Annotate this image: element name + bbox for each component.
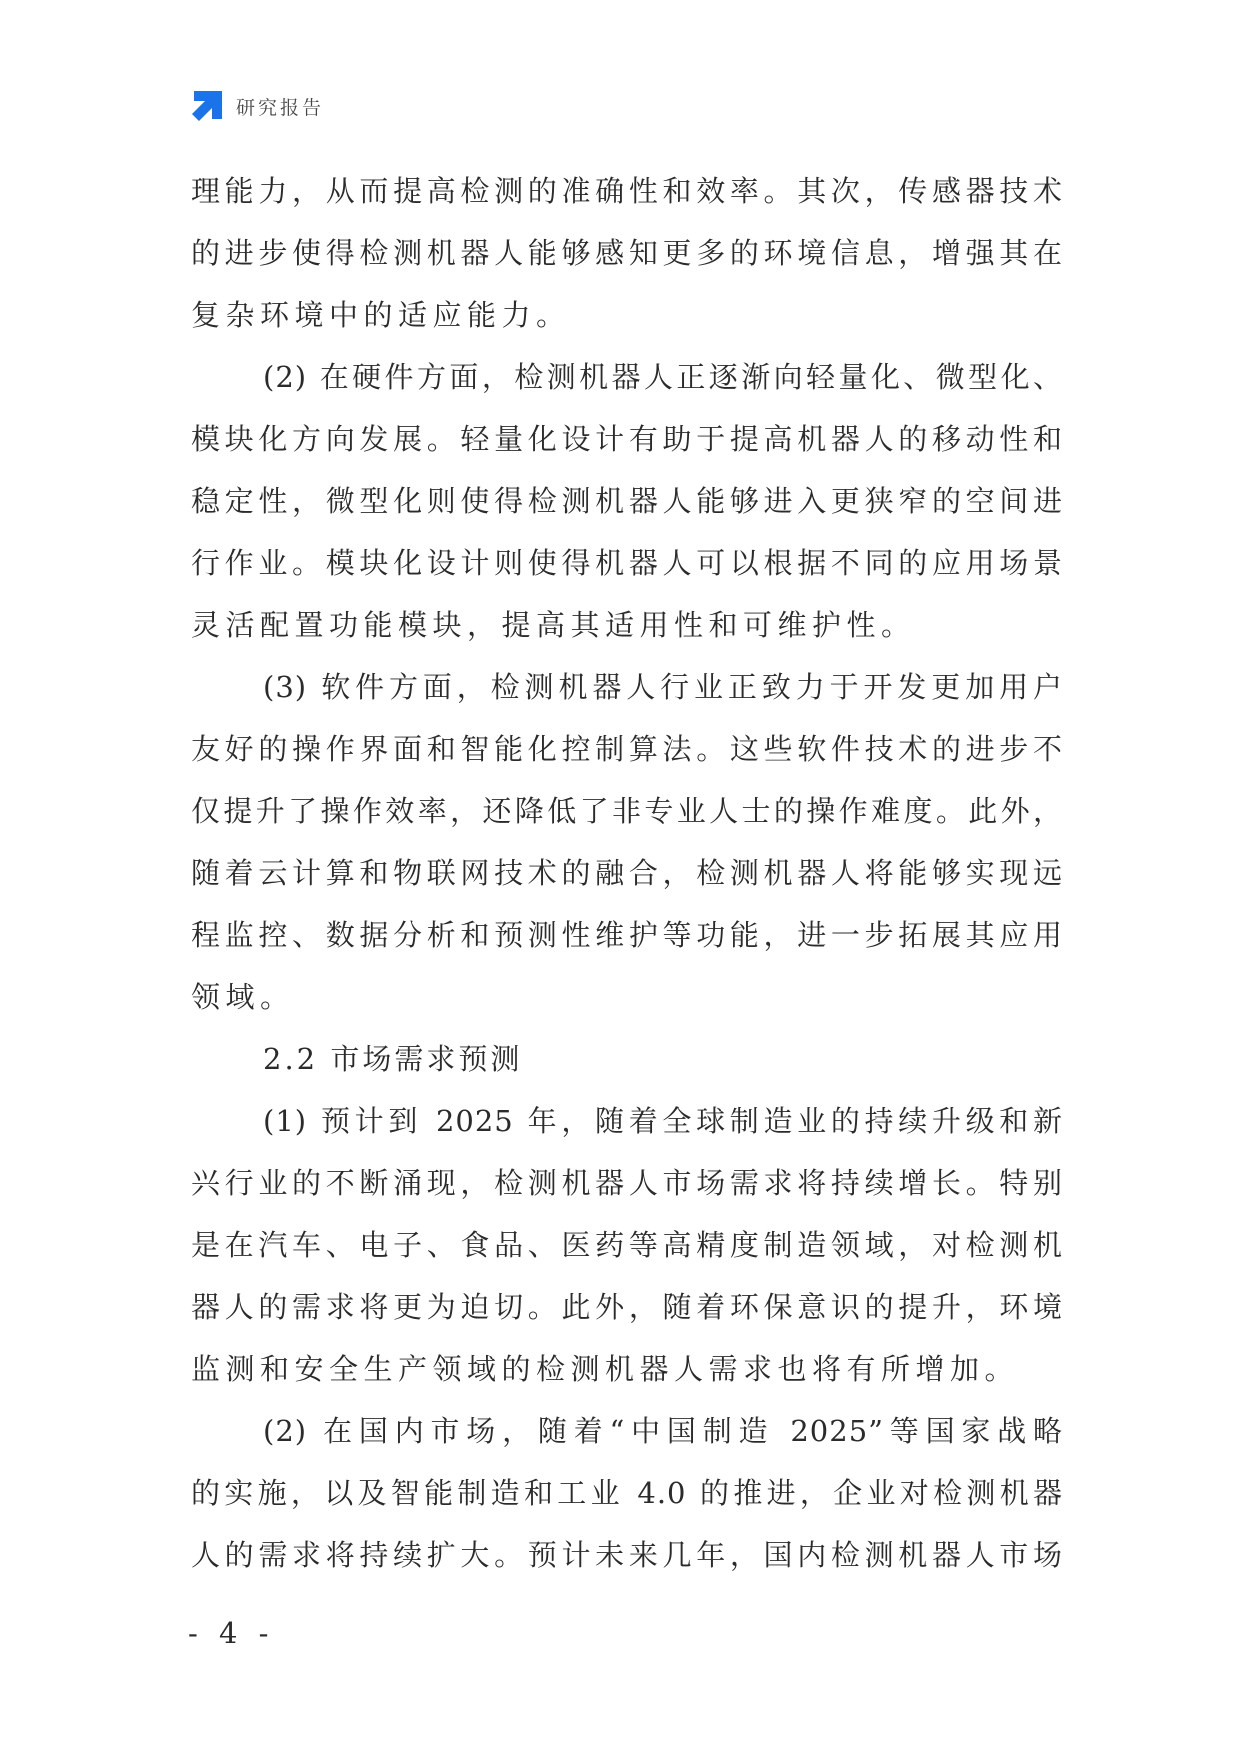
text-line: 理能力，从而提高检测的准确性和效率。其次，传感器技术 (191, 174, 1063, 208)
text-line: 稳定性，微型化则使得检测机器人能够进入更狭窄的空间进 (191, 484, 1063, 518)
text-line: (1) 预计到 2025 年，随着全球制造业的持续升级和新 (263, 1104, 1063, 1138)
document-body (191, 160, 1063, 1586)
text-line: 领域。 (191, 980, 295, 1014)
text-line: 行作业。模块化设计则使得机器人可以根据不同的应用场景 (191, 546, 1063, 580)
text-line: (3) 软件方面，检测机器人行业正致力于开发更加用户 (263, 670, 1063, 704)
text-line: 程监控、数据分析和预测性维护等功能，进一步拓展其应用 (191, 918, 1063, 952)
text-line: 灵活配置功能模块，提高其适用性和可维护性。 (191, 608, 916, 642)
text-line: 的实施，以及智能制造和工业 4.0 的推进，企业对检测机器 (191, 1476, 1063, 1510)
text-line: 友好的操作界面和智能化控制算法。这些软件技术的进步不 (191, 732, 1063, 766)
text-line: 模块化方向发展。轻量化设计有助于提高机器人的移动性和 (191, 422, 1063, 456)
text-line: (2) 在国内市场，随着“中国制造 2025”等国家战略 (263, 1414, 1063, 1448)
arrow-up-right-icon (190, 89, 224, 123)
page-header (190, 88, 324, 124)
text-line: 人的需求将持续扩大。预计未来几年，国内检测机器人市场 (191, 1538, 1063, 1572)
text-line: 随着云计算和物联网技术的融合，检测机器人将能够实现远 (191, 856, 1063, 890)
text-line: 器人的需求将更为迫切。此外，随着环保意识的提升，环境 (191, 1290, 1063, 1324)
text-line: 复杂环境中的适应能力。 (191, 298, 571, 332)
text-line: (2) 在硬件方面，检测机器人正逐渐向轻量化、微型化、 (263, 360, 1063, 394)
text-line: 是在汽车、电子、食品、医药等高精度制造领域，对检测机 (191, 1228, 1063, 1262)
text-line: 仅提升了操作效率，还降低了非专业人士的操作难度。此外， (191, 794, 1063, 828)
header-title: 研究报告 (236, 96, 325, 119)
section-heading: 2.2 市场需求预测 (263, 1042, 523, 1076)
text-line: 兴行业的不断涌现，检测机器人市场需求将持续增长。特别 (191, 1166, 1063, 1200)
text-line: 的进步使得检测机器人能够感知更多的环境信息，增强其在 (191, 236, 1063, 270)
text-line: 监测和安全生产领域的检测机器人需求也将有所增加。 (191, 1352, 1020, 1386)
page-number: - 4 - (188, 1616, 275, 1650)
